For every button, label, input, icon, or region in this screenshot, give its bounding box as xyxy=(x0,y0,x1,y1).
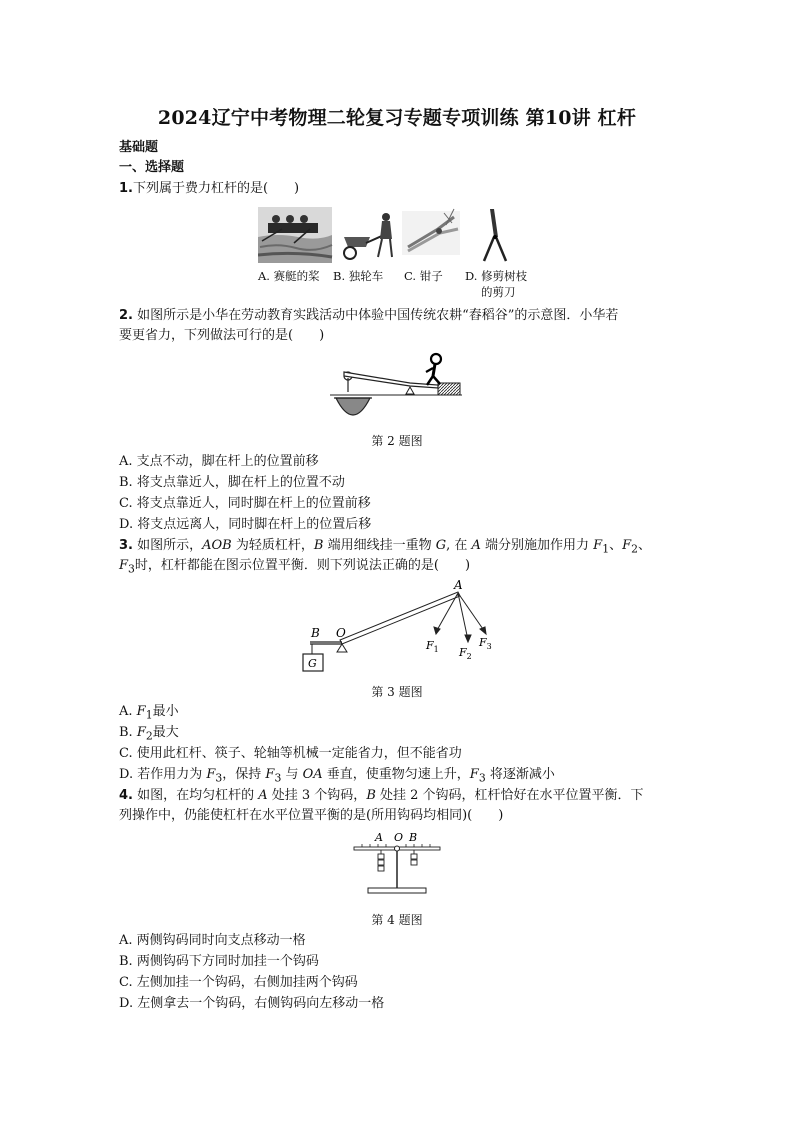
wheelbarrow-image xyxy=(344,213,392,259)
q3-oa-f: F xyxy=(136,704,146,719)
q3-ob-sub: 2 xyxy=(145,729,153,743)
q3-f1: F xyxy=(593,538,603,553)
question-3-caption: 第 3 题图 xyxy=(371,685,423,699)
q3-g: G xyxy=(435,538,447,553)
rowing-boat-image xyxy=(258,207,332,263)
question-3-option-c: C. 使用此杠杆、筷子、轮轴等机械一定能省力，但不能省功 xyxy=(119,746,462,761)
q3-od-sub1: 3 xyxy=(215,771,223,785)
q3-f2-sub: 2 xyxy=(631,542,639,556)
q3-od-f2: F xyxy=(265,767,275,782)
question-1-figure xyxy=(258,207,518,265)
question-3-line1 xyxy=(119,538,651,558)
label-f2: $F_2$ xyxy=(459,646,472,661)
question-1-option-d-line2: 的剪刀 xyxy=(481,285,516,299)
q3-ob-pre: B. xyxy=(119,725,137,740)
question-1-option-b: B. 独轮车 xyxy=(333,269,384,283)
question-1-option-d-line1: D. 修剪树枝 xyxy=(465,269,528,283)
question-2-option-c: C. 将支点靠近人，同时脚在杆上的位置前移 xyxy=(119,496,371,511)
weights-at-a xyxy=(378,850,384,871)
q3-od-d: 垂直，使重物匀速上升， xyxy=(322,767,470,782)
question-3-figure xyxy=(300,578,500,678)
q3-od-a: D. 若作用力为 xyxy=(119,767,207,782)
label-f3: $F_3$ xyxy=(479,636,492,651)
q3-od-e: 将逐渐减小 xyxy=(485,767,555,782)
question-4-number: 4. xyxy=(119,788,133,803)
q3-od-f1: F xyxy=(206,767,216,782)
q3-b: B xyxy=(313,538,324,553)
weights-at-b xyxy=(411,850,417,865)
q3-od-c: 与 xyxy=(281,767,303,782)
q3-f2: F xyxy=(622,538,632,553)
label-o: O xyxy=(336,626,346,640)
pliers-image xyxy=(402,209,460,255)
q3-f3-sub: 3 xyxy=(128,562,135,576)
fulcrum-icon xyxy=(406,387,414,394)
question-4-line1 xyxy=(119,788,644,804)
question-1-option-a: A. 赛艇的桨 xyxy=(258,269,320,283)
q3-oa-text: 最小 xyxy=(152,704,179,719)
q3-t4: , 在 xyxy=(446,538,472,553)
label-b: B xyxy=(409,831,418,844)
question-3-number: 3. xyxy=(119,538,133,553)
q3-t3: 端用细线挂一重物 xyxy=(323,538,436,553)
q3-t5: 端分别施加作用力 xyxy=(480,538,594,553)
q3-od-oa: OA xyxy=(302,767,323,782)
q4-t1: 如图，在均匀杠杆的 xyxy=(132,788,259,803)
q3-t2: 为轻质杠杆， xyxy=(231,538,314,553)
question-1-option-c: C. 钳子 xyxy=(404,269,443,283)
q3-ob-text: 最大 xyxy=(152,725,179,740)
section-basic: 基础题 xyxy=(119,140,159,155)
q3-oa-sub: 1 xyxy=(145,708,153,722)
q3-aob: AOB xyxy=(202,538,232,553)
question-3-option-a xyxy=(119,704,179,724)
q3-sep2: 、 xyxy=(638,538,652,553)
question-3-line2 xyxy=(119,558,470,578)
question-3-option-b xyxy=(119,725,179,745)
q3-t1: 如图所示， xyxy=(132,538,203,553)
question-4-option-b: B. 两侧钩码下方同时加挂一个钩码 xyxy=(119,954,319,969)
q4-t2: 处挂 3 个钩码， xyxy=(267,788,367,803)
q3-sep1: 、 xyxy=(609,538,623,553)
section-choice: 一、选择题 xyxy=(119,160,185,175)
q3-f1-sub: 1 xyxy=(602,542,610,556)
question-2-line1 xyxy=(119,308,618,324)
question-4-option-d: D. 左侧拿去一个钩码，右侧钩码向左移动一格 xyxy=(119,996,385,1011)
mortar-bowl xyxy=(336,398,370,415)
q3-od-f3: F xyxy=(469,767,479,782)
label-b: B xyxy=(311,626,320,640)
q3-a: A xyxy=(471,538,481,553)
stand-base xyxy=(368,888,426,893)
q3-ob-f: F xyxy=(136,725,146,740)
pruning-shears-image xyxy=(484,209,506,261)
question-2-text-1: 如图所示是小华在劳动教育实践活动中体验中国传统农耕“舂稻谷”的示意图．小华若 xyxy=(132,308,619,323)
q3-t6: 时，杠杆都能在图示位置平衡．则下列说法正确的是( ) xyxy=(134,558,471,573)
question-3-option-d xyxy=(119,767,555,787)
question-1-text: 下列属于费力杠杆的是( ) xyxy=(132,181,300,196)
q4-b: B xyxy=(366,788,376,803)
question-4-caption: 第 4 题图 xyxy=(371,913,423,927)
label-a: A xyxy=(454,578,463,592)
label-f1: $F_1$ xyxy=(426,639,439,654)
q3-od-b: ，保持 xyxy=(222,767,266,782)
q4-a: A xyxy=(258,788,268,803)
label-a: A xyxy=(375,831,383,844)
question-2-option-d: D. 将支点远离人，同时脚在杆上的位置后移 xyxy=(119,517,372,532)
label-g: G xyxy=(308,657,317,670)
question-2-caption: 第 2 题图 xyxy=(371,434,423,448)
question-2-option-a: A. 支点不动，脚在杆上的位置前移 xyxy=(119,454,319,469)
q3-od-sub3: 3 xyxy=(478,771,486,785)
question-2-figure xyxy=(330,350,465,426)
fulcrum-icon xyxy=(337,644,347,652)
label-o: O xyxy=(394,831,404,844)
question-4-line2: 列操作中，仍能使杠杆在水平位置平衡的是(所用钩码均相同)( ) xyxy=(119,808,504,823)
question-4-figure xyxy=(348,830,448,900)
question-1 xyxy=(119,181,299,197)
page-title: 2024辽宁中考物理二轮复习专题专项训练 第10讲 杠杆 xyxy=(157,107,637,129)
question-2-number: 2. xyxy=(119,308,133,323)
question-4-option-a: A. 两侧钩码同时向支点移动一格 xyxy=(119,933,306,948)
lever-beam xyxy=(344,372,438,388)
q3-od-sub2: 3 xyxy=(274,771,282,785)
question-2-line2: 要更省力，下列做法可行的是( ) xyxy=(119,328,325,343)
person-icon xyxy=(426,354,441,385)
q3-f3: F xyxy=(119,558,129,573)
question-2-option-b: B. 将支点靠近人，脚在杆上的位置不动 xyxy=(119,475,345,490)
q4-t3: 处挂 2 个钩码，杠杆恰好在水平位置平衡．下 xyxy=(375,788,644,803)
question-1-number: 1. xyxy=(119,181,133,196)
q3-oa-pre: A. xyxy=(119,704,137,719)
lever-oa xyxy=(340,592,460,644)
question-4-option-c: C. 左侧加挂一个钩码，右侧加挂两个钩码 xyxy=(119,975,358,990)
